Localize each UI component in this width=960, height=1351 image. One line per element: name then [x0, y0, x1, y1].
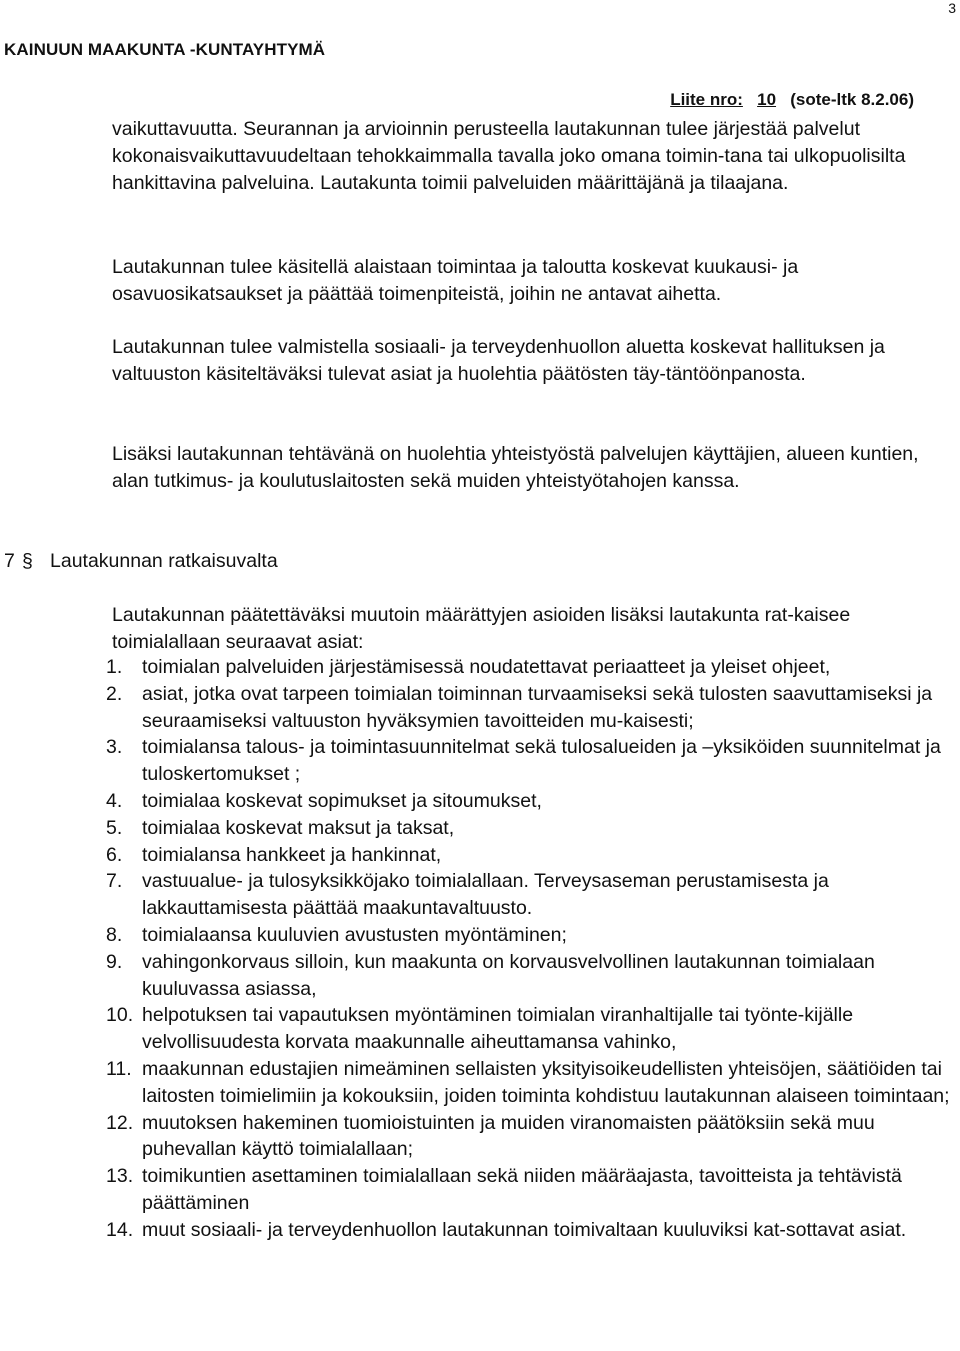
- list-item-number: 5.: [106, 816, 123, 839]
- list-item-number: 12.: [106, 1111, 134, 1134]
- list-item-number: 2.: [106, 682, 123, 705]
- list-item-text: toimialaa koskevat sopimukset ja sitoumukset,: [142, 789, 542, 812]
- section-number: 7: [4, 550, 15, 572]
- list-item: [106, 788, 952, 815]
- list-item-number: 7.: [106, 870, 123, 893]
- list-item-text: vahingonkorvaus silloin, kun maakunta on korvausvelvollinen lautakunnan toimialaan kuuluvassa asiassa,: [142, 950, 875, 1000]
- list-item: [106, 654, 952, 681]
- section-title: Lautakunnan ratkaisuvalta: [50, 550, 278, 572]
- list-item-text: toimialansa hankkeet ja hankinnat,: [142, 843, 442, 866]
- attachment-session-ref: (sote-ltk 8.2.06): [790, 90, 914, 109]
- list-item: [106, 949, 952, 1003]
- list-item-text: toimialan palveluiden järjestämisessä noudatettavat periaatteet ja yleiset ohjeet,: [142, 656, 831, 678]
- attachment-reference: [670, 90, 914, 110]
- list-item-text: muutoksen hakeminen tuomioistuinten ja muiden viranomaisten päätöksiin sekä muu puhevallan käyttö toimialallaan;: [142, 1111, 875, 1161]
- list-item: [106, 1056, 952, 1110]
- organization-header: KAINUUN MAAKUNTA -KUNTAYHTYMÄ: [4, 40, 326, 59]
- paragraph: vaikuttavuutta. Seurannan ja arvioinnin perusteella lautakunnan tulee järjestää palvelut kokonaisvaikuttavuudeltaan tehokkaimmalla tavalla joko omana toimin-tana tai ulkopuolisilta hankittavina palveluina. Lautakunta toimii palveluiden määrittäjänä ja tilaajana.: [112, 118, 906, 194]
- section-heading: [4, 548, 278, 574]
- list-item-text: maakunnan edustajien nimeäminen sellaisten yksityisoikeudellisten yhteisöjen, säätiöiden tai laitosten toimielimiin ja kokouksiin, joiden toiminta kohdistuu lautakunnan alaiseen toimintaan;: [142, 1057, 950, 1107]
- list-item-text: asiat, jotka ovat tarpeen toimialan toiminnan turvaamiseksi sekä tulosten saavuttamiseksi ja seuraamiseksi valtuuston hyväksymien tavoitteiden mu-kaisesti;: [142, 682, 933, 732]
- list-item-text: muut sosiaali- ja terveydenhuollon lautakunnan toimivaltaan kuuluviksi kat-sottavat asiat.: [142, 1218, 907, 1241]
- list-item-number: 3.: [106, 736, 123, 759]
- section-intro: Lautakunnan päätettäväksi muutoin määrättyjen asioiden lisäksi lautakunta rat-kaisee toimialallaan seuraavat asiat:: [112, 604, 851, 653]
- page-number: 3: [948, 0, 956, 16]
- paragraph: Lautakunnan tulee käsitellä alaistaan toimintaa ja taloutta koskevat kuukausi- ja osavuosikatsaukset ja päättää toimenpiteistä, joihin ne antavat aihetta.: [112, 256, 799, 305]
- list-item-number: 14.: [106, 1218, 134, 1241]
- list-item: [106, 681, 952, 735]
- list-item-text: vastuualue- ja tulosyksikköjako toimialallaan. Terveysaseman perustamisesta ja lakkauttamisesta päättää maakuntavaltuusto.: [142, 870, 829, 920]
- paragraph: Lisäksi lautakunnan tehtävänä on huolehtia yhteistyöstä palvelujen käyttäjien, alueen kuntien, alan tutkimus- ja koulutuslaitosten sekä muiden yhteistyötahojen kanssa.: [112, 443, 919, 492]
- list-item: [106, 842, 952, 869]
- list-item: [106, 1163, 952, 1217]
- list-item-text: toimialaa koskevat maksut ja taksat,: [142, 816, 455, 839]
- list-item: [106, 815, 952, 842]
- list-item-number: 8.: [106, 923, 123, 946]
- list-item: [106, 868, 952, 922]
- list-item: [106, 734, 952, 788]
- list-item: [106, 922, 952, 949]
- decision-list: [106, 654, 952, 1244]
- list-item-text: helpotuksen tai vapautuksen myöntäminen toimialan viranhaltijalle tai työnte-kijälle velvollisuudesta korvata maakunnalle aiheuttamansa vahinko,: [142, 1004, 854, 1054]
- list-item-number: 10.: [106, 1004, 134, 1027]
- list-item-text: toimialaansa kuuluvien avustusten myöntäminen;: [142, 923, 567, 946]
- list-item: [106, 1217, 952, 1244]
- list-item-number: 13.: [106, 1165, 134, 1188]
- list-item-number: 6.: [106, 843, 123, 866]
- section-symbol: §: [22, 550, 33, 572]
- paragraph: Lautakunnan tulee valmistella sosiaali- ja terveydenhuollon aluetta koskevat hallituksen ja valtuuston käsiteltäväksi tulevat asiat ja huolehtia päätösten täy-täntöönpanosta.: [112, 336, 885, 385]
- list-item: [106, 1002, 952, 1056]
- list-item-text: toimikuntien asettaminen toimialallaan sekä niiden määräajasta, tavoitteista ja tehtävistä päättäminen: [142, 1165, 902, 1214]
- list-item-number: 9.: [106, 950, 123, 973]
- list-item-number: 4.: [106, 789, 123, 812]
- list-item: [106, 1110, 952, 1164]
- attachment-number: 10: [757, 90, 777, 109]
- list-item-number: 11.: [106, 1057, 132, 1080]
- list-item-text: toimialansa talous- ja toimintasuunnitelmat sekä tulosalueiden ja –yksiköiden suunnitelmat ja tuloskertomukset ;: [142, 736, 941, 786]
- attachment-label: Liite nro:: [670, 90, 743, 109]
- list-item-number: 1.: [106, 656, 123, 678]
